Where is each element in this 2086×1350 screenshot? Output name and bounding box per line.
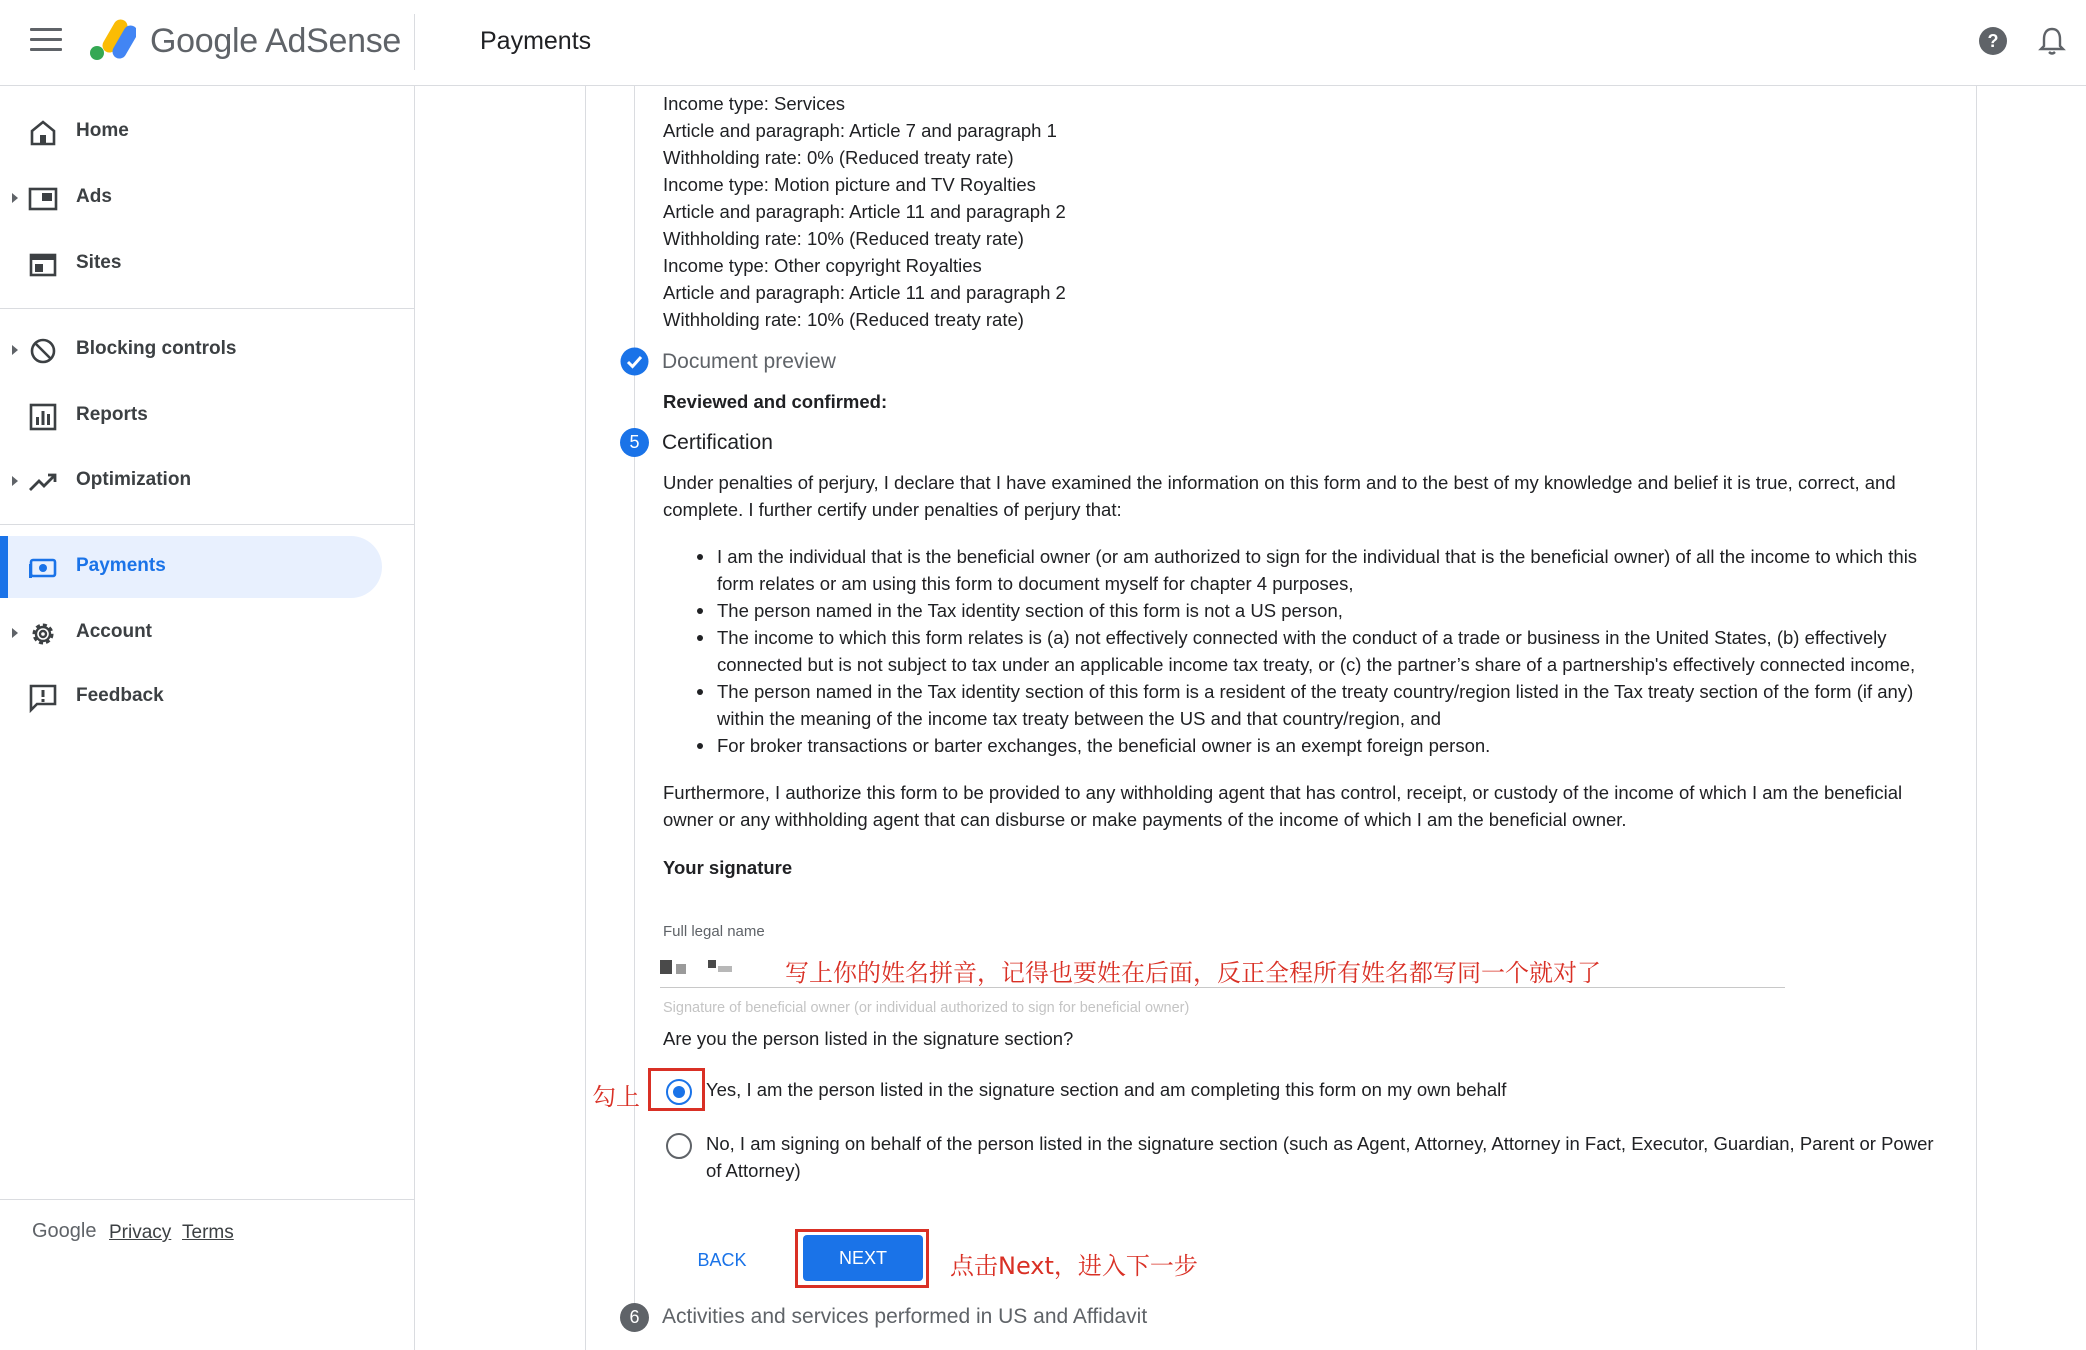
list-item: The person named in the Tax identity section of this form is a resident of the treaty country/region listed in the Tax treaty section of the form (if any) within the meaning of the income tax treaty between the US and that country/region, and (694, 678, 1954, 732)
gear-icon (28, 619, 58, 649)
sidebar-item-account[interactable] (0, 602, 382, 664)
annotation-next-note: 点击Next，进入下一步 (950, 1252, 1198, 1280)
list-item: The income to which this form relates is (a) not effectively connected with the conduct of a trade or business in the United States, (b) effectively connected but is not subject to tax under an applicable income tax treaty, or (c) the partner’s share of a partnership's effectively connected income, (694, 624, 1954, 678)
step-number-badge: 5 (620, 428, 649, 457)
sidebar-divider (0, 308, 415, 309)
annotation-name-note: 写上你的姓名拼音，记得也要姓在后面，反正全程所有姓名都写同一个就对了 (785, 959, 1601, 987)
adsense-logo-icon (88, 18, 136, 62)
footer-google-logo: Google (32, 1220, 97, 1242)
list-item: I am the individual that is the beneficial owner (or am authorized to sign for the individual that is the beneficial owner) of all the income to which this form relates or am using this form to document myself for chapter 4 purposes, (694, 543, 1954, 597)
expand-caret-icon (12, 345, 18, 355)
treaty-line: Income type: Motion picture and TV Royalties (663, 174, 1036, 195)
sidebar-item-label: Payments (76, 555, 166, 576)
treaty-line: Income type: Other copyright Royalties (663, 255, 982, 276)
radio-yes-label[interactable]: Yes, I am the person listed in the signature section and am completing this form on my own behalf (706, 1079, 1507, 1100)
sidebar-item-reports[interactable] (0, 385, 382, 447)
sidebar-item-ads[interactable] (0, 167, 382, 229)
sidebar-item-label: Account (76, 621, 152, 642)
block-icon (28, 336, 58, 366)
sidebar-item-optimization[interactable] (0, 450, 382, 512)
sidebar-item-label: Feedback (76, 685, 164, 706)
sidebar-footer-divider (0, 1199, 415, 1200)
expand-caret-icon (12, 193, 18, 203)
sidebar-item-label: Optimization (76, 469, 192, 490)
next-button[interactable]: NEXT (803, 1235, 923, 1281)
sidebar-item-label: Reports (76, 404, 148, 425)
treaty-line: Withholding rate: 0% (Reduced treaty rate) (663, 147, 1014, 168)
sidebar-item-feedback[interactable] (0, 666, 382, 728)
step-title-document-preview[interactable]: Document preview (662, 350, 836, 373)
step-title-activities[interactable]: Activities and services performed in US and Affidavit (662, 1305, 1148, 1328)
page-title: Payments (480, 27, 592, 55)
list-item: For broker transactions or barter exchanges, the beneficial owner is an exempt foreign person. (694, 732, 1954, 759)
annotation-box-radio (648, 1068, 705, 1111)
redacted-name (660, 960, 672, 974)
treaty-line: Article and paragraph: Article 11 and paragraph 2 (663, 201, 1066, 222)
ads-icon (28, 184, 58, 214)
payments-icon (28, 553, 58, 583)
sidebar-item-payments[interactable] (0, 536, 382, 598)
notifications-icon[interactable] (2038, 26, 2066, 56)
terms-link[interactable]: Terms (182, 1222, 234, 1243)
header-divider (414, 14, 415, 70)
trending-up-icon (28, 467, 58, 497)
list-item: The person named in the Tax identity section of this form is not a US person, (694, 597, 1954, 624)
sidebar-item-label: Ads (76, 186, 112, 207)
radio-no[interactable] (666, 1133, 692, 1159)
step-complete-check-icon (620, 347, 649, 376)
menu-icon[interactable] (30, 28, 62, 56)
sidebar-item-sites[interactable] (0, 233, 382, 295)
sidebar-item-label: Sites (76, 252, 122, 273)
annotation-box-next (795, 1229, 929, 1288)
signature-hint: Signature of beneficial owner (or individual authorized to sign for beneficial owner) (663, 1000, 1190, 1016)
brand-name: Google AdSense (150, 22, 401, 60)
sidebar-item-home[interactable] (0, 101, 382, 163)
authorization-paragraph: Furthermore, I authorize this form to be provided to any withholding agent that has control, receipt, or custody of the income of which I am the beneficial owner or any withholding agent that can disburse or make payments of the income of which I am the beneficial owner. (663, 782, 1903, 830)
home-icon (28, 118, 58, 148)
expand-caret-icon (12, 628, 18, 638)
redacted-name (676, 964, 686, 974)
treaty-line: Article and paragraph: Article 11 and paragraph 2 (663, 282, 1066, 303)
document-preview-status: Reviewed and confirmed: (663, 391, 888, 412)
sidebar (0, 86, 415, 1350)
certification-intro: Under penalties of perjury, I declare that I have examined the information on this form and to the best of my knowledge and belief it is true, correct, and complete. I further certify under penalties of perjury that: (663, 472, 1896, 520)
treaty-line: Withholding rate: 10% (Reduced treaty rate) (663, 228, 1024, 249)
full-legal-name-label: Full legal name (663, 923, 765, 940)
expand-caret-icon (12, 476, 18, 486)
redacted-name (708, 960, 716, 968)
sidebar-divider (0, 524, 415, 525)
help-icon[interactable] (1978, 26, 2008, 56)
reports-icon (28, 402, 58, 432)
active-indicator (0, 536, 8, 598)
sidebar-item-label: Home (76, 120, 129, 141)
sidebar-item-label: Blocking controls (76, 338, 237, 359)
treaty-line: Income type: Services (663, 93, 845, 114)
top-app-bar (0, 0, 2086, 86)
signature-question: Are you the person listed in the signature section? (663, 1028, 1074, 1049)
treaty-line: Article and paragraph: Article 7 and paragraph 1 (663, 120, 1057, 141)
feedback-icon (28, 683, 58, 713)
annotation-check-note: 勾上 (592, 1083, 640, 1111)
radio-no-label[interactable]: No, I am signing on behalf of the person listed in the signature section (such as Agent, Attorney, Attorney in Fact, Executor, Guardian, Parent or Power of Attorney) (706, 1133, 1934, 1181)
certification-bullets (694, 543, 1954, 759)
privacy-link[interactable]: Privacy (109, 1222, 172, 1243)
step-number-badge: 6 (620, 1303, 649, 1332)
sidebar-item-blocking-controls[interactable] (0, 319, 382, 381)
stepper-line (634, 86, 635, 1316)
redacted-name (718, 966, 732, 972)
sites-icon (28, 250, 58, 280)
treaty-line: Withholding rate: 10% (Reduced treaty rate) (663, 309, 1024, 330)
signature-heading: Your signature (663, 857, 793, 878)
svg-text:?: ? (1987, 31, 1999, 51)
step-title-certification: Certification (662, 431, 773, 454)
back-button[interactable]: BACK (677, 1242, 767, 1278)
